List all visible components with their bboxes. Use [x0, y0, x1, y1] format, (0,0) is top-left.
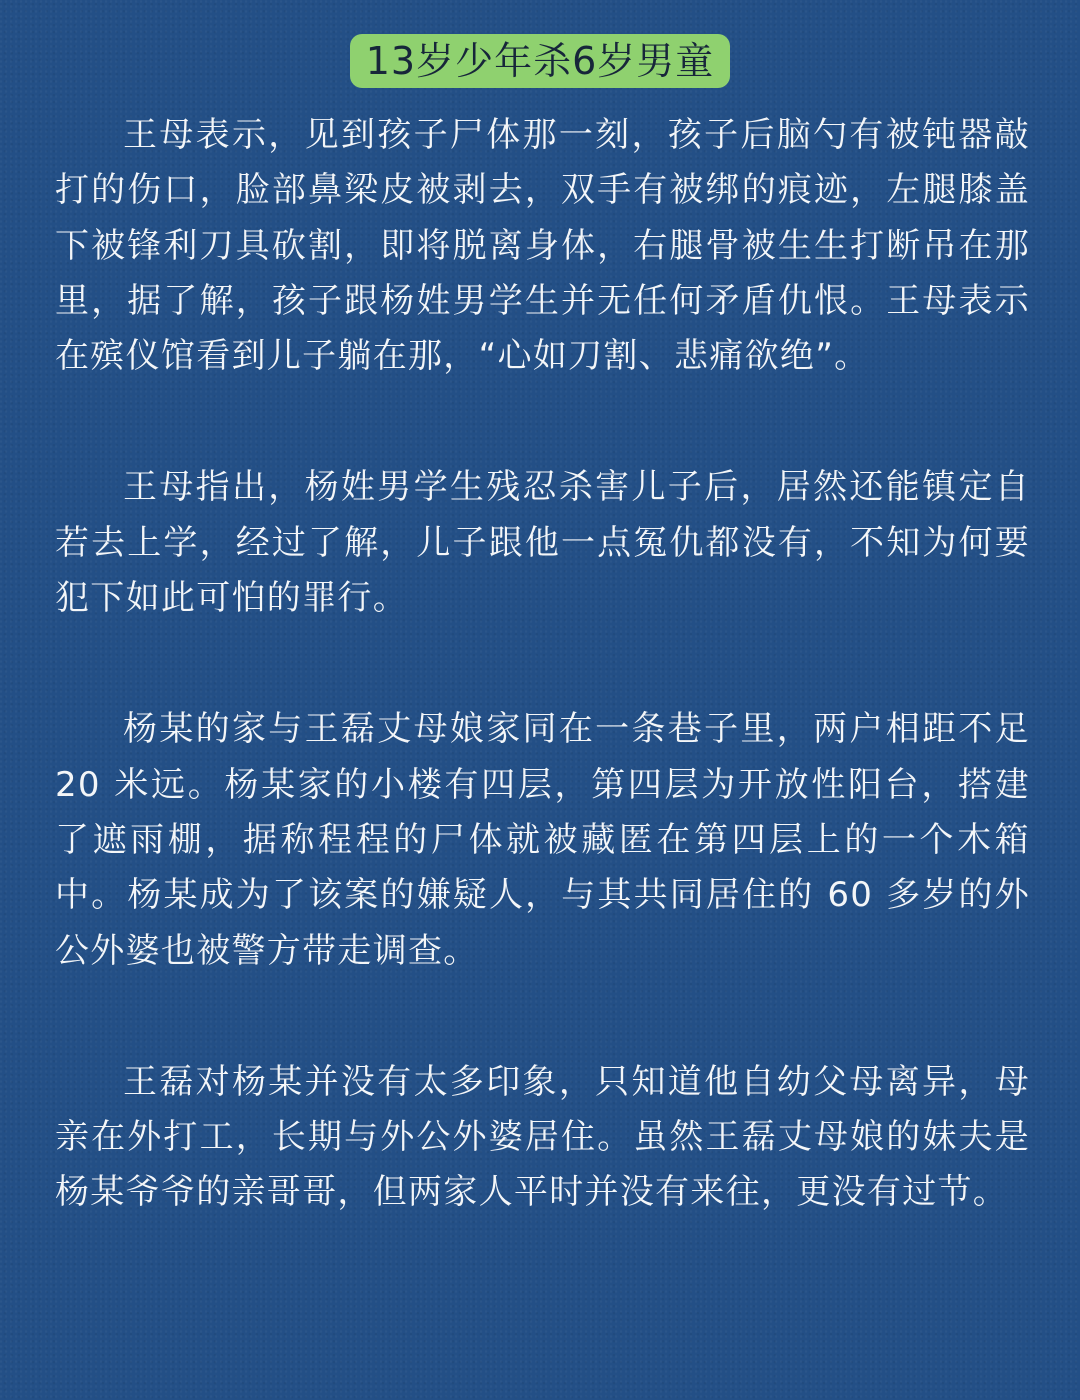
paragraph-3: 杨某的家与王磊丈母娘家同在一条巷子里，两户相距不足 20 米远。杨某家的小楼有四层，第四层为开放性阳台，搭建了遮雨棚，据称程程的尸体就被藏匿在第四层上的一个木箱中。杨某成为了该案的嫌疑人，与其共同居住的 60 多岁的外公外婆也被警方带走调查。 — [55, 709, 1030, 971]
title-container — [0, 34, 1080, 88]
paragraph-4: 王磊对杨某并没有太多印象，只知道他自幼父母离异，母亲在外打工，长期与外公外婆居住。虽然王磊丈母娘的妹夫是杨某爷爷的亲哥哥，但两家人平时并没有来往，更没有过节。 — [55, 1061, 1030, 1213]
paragraph-1: 王母表示，见到孩子尸体那一刻，孩子后脑勺有被钝器敲打的伤口，脸部鼻梁皮被剥去，双手有被绑的痕迹，左腿膝盖下被锋利刀具砍割，即将脱离身体，右腿骨被生生打断吊在那里，据了解，孩子跟杨姓男学生并无任何矛盾仇恨。王母表示在殡仪馆看到儿子躺在那，“心如刀割、悲痛欲绝”。 — [55, 115, 1030, 377]
paragraph-2: 王母指出，杨姓男学生残忍杀害儿子后，居然还能镇定自若去上学，经过了解，儿子跟他一点冤仇都没有，不知为何要犯下如此可怕的罪行。 — [55, 467, 1030, 619]
article-title: 13岁少年杀6岁男童 — [350, 34, 731, 88]
article-body — [55, 108, 1030, 1297]
